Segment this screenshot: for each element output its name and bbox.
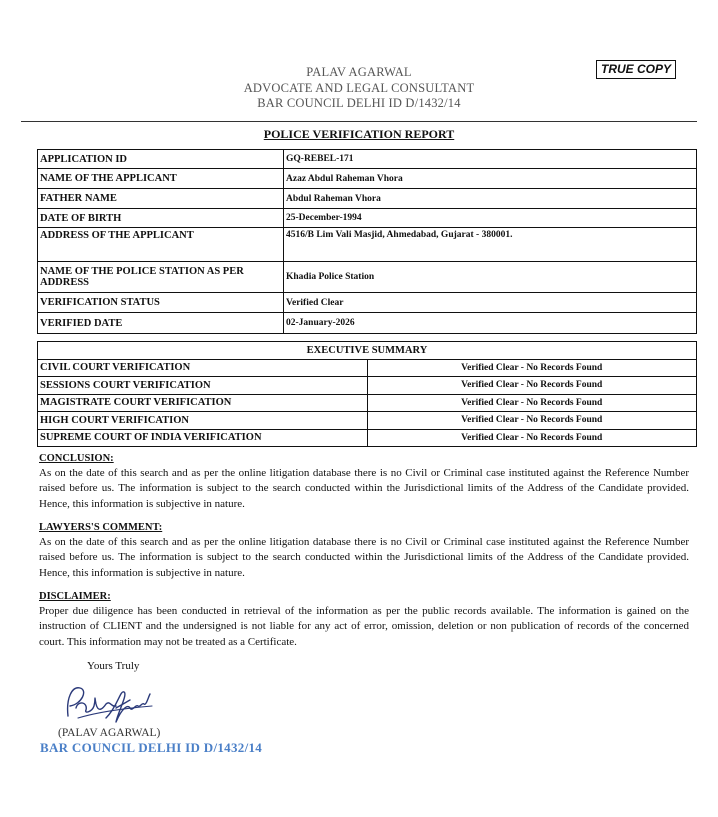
table-row bbox=[38, 262, 697, 293]
row-label: NAME OF THE POLICE STATION AS PER ADDRESS bbox=[38, 262, 284, 293]
row-label: APPLICATION ID bbox=[38, 150, 284, 169]
lawyers-comment-section bbox=[39, 520, 689, 581]
row-label: VERIFICATION STATUS bbox=[38, 293, 284, 313]
table-row bbox=[38, 169, 697, 189]
advocate-designation: ADVOCATE AND LEGAL CONSULTANT bbox=[243, 80, 475, 95]
conclusion-heading: CONCLUSION: bbox=[39, 453, 114, 464]
court-label: CIVIL COURT VERIFICATION bbox=[38, 359, 368, 377]
row-label: DATE OF BIRTH bbox=[38, 209, 284, 228]
signatory-bar-id: BAR COUNCIL DELHI ID D/1432/14 bbox=[40, 740, 263, 755]
lawyers-comment-heading: LAWYERS'S COMMENT: bbox=[39, 522, 163, 533]
table-row bbox=[38, 228, 697, 262]
disclaimer-section bbox=[39, 589, 689, 650]
table-row bbox=[38, 359, 697, 377]
row-value: 25-December-1994 bbox=[284, 209, 697, 228]
table-row bbox=[38, 189, 697, 209]
court-status: Verified Clear - No Records Found bbox=[367, 377, 697, 395]
table-row bbox=[38, 209, 697, 228]
table-row bbox=[38, 429, 697, 447]
signatory-name: (PALAV AGARWAL) bbox=[58, 727, 161, 739]
advocate-name: PALAV AGARWAL bbox=[306, 65, 412, 79]
signature-image bbox=[58, 678, 158, 728]
lawyers-comment-text: As on the date of this search and as per the online litigation database there is no Civil or Criminal case instituted against the Reference Number raised before us. The information is subject to the search conducted within the Jurisdictional limits of the Address of the Candidate provided. Hence, this information is subjective in nature. bbox=[39, 536, 689, 579]
table-row bbox=[38, 377, 697, 395]
court-label: SUPREME COURT OF INDIA VERIFICATION bbox=[38, 429, 368, 447]
court-label: SESSIONS COURT VERIFICATION bbox=[38, 377, 368, 395]
summary-title: EXECUTIVE SUMMARY bbox=[38, 342, 697, 360]
court-status: Verified Clear - No Records Found bbox=[367, 359, 697, 377]
row-value: GQ-REBEL-171 bbox=[284, 150, 697, 169]
applicant-info-table bbox=[37, 149, 697, 334]
summary-title-row bbox=[38, 342, 697, 360]
table-row bbox=[38, 394, 697, 412]
row-value: Verified Clear bbox=[284, 293, 697, 313]
table-row bbox=[38, 293, 697, 313]
disclaimer-text: Proper due diligence has been conducted in retrieval of the information as per the public records available. The information is gained on the instruction of CLIENT and the undersigned is not liable for any act of error, omission, deletion or non publication of records of the concerned court. This information may not be treated as a Certificate. bbox=[39, 605, 689, 648]
row-label: VERIFIED DATE bbox=[38, 313, 284, 334]
court-status: Verified Clear - No Records Found bbox=[367, 412, 697, 430]
row-label: ADDRESS OF THE APPLICANT bbox=[38, 228, 284, 262]
table-row bbox=[38, 412, 697, 430]
executive-summary-table bbox=[37, 341, 697, 447]
row-value: 4516/B Lim Vali Masjid, Ahmedabad, Gujarat - 380001. bbox=[284, 228, 697, 262]
court-label: HIGH COURT VERIFICATION bbox=[38, 412, 368, 430]
row-value: Khadia Police Station bbox=[284, 262, 697, 293]
row-value: 02-January-2026 bbox=[284, 313, 697, 334]
row-value: Abdul Raheman Vhora bbox=[284, 189, 697, 209]
court-label: MAGISTRATE COURT VERIFICATION bbox=[38, 394, 368, 412]
row-value: Azaz Abdul Raheman Vhora bbox=[284, 169, 697, 189]
disclaimer-heading: DISCLAIMER: bbox=[39, 591, 111, 602]
row-label: FATHER NAME bbox=[38, 189, 284, 209]
court-status: Verified Clear - No Records Found bbox=[367, 394, 697, 412]
advocate-bar-id: BAR COUNCIL DELHI ID D/1432/14 bbox=[257, 96, 461, 110]
conclusion-section bbox=[39, 451, 689, 512]
header-divider bbox=[21, 121, 697, 122]
conclusion-text: As on the date of this search and as per the online litigation database there is no Civil or Criminal case instituted against the Reference Number raised before us. The information is subject to the search conducted within the Jurisdictional limits of the Address of the Candidate provided. Hence, this information is subjective in nature. bbox=[39, 467, 689, 510]
row-label: NAME OF THE APPLICANT bbox=[38, 169, 284, 189]
table-row bbox=[38, 313, 697, 334]
report-title: POLICE VERIFICATION REPORT bbox=[263, 127, 455, 141]
court-status: Verified Clear - No Records Found bbox=[367, 429, 697, 447]
closing-salutation: Yours Truly bbox=[87, 660, 140, 672]
table-row bbox=[38, 150, 697, 169]
true-copy-stamp: TRUE COPY bbox=[596, 60, 676, 79]
